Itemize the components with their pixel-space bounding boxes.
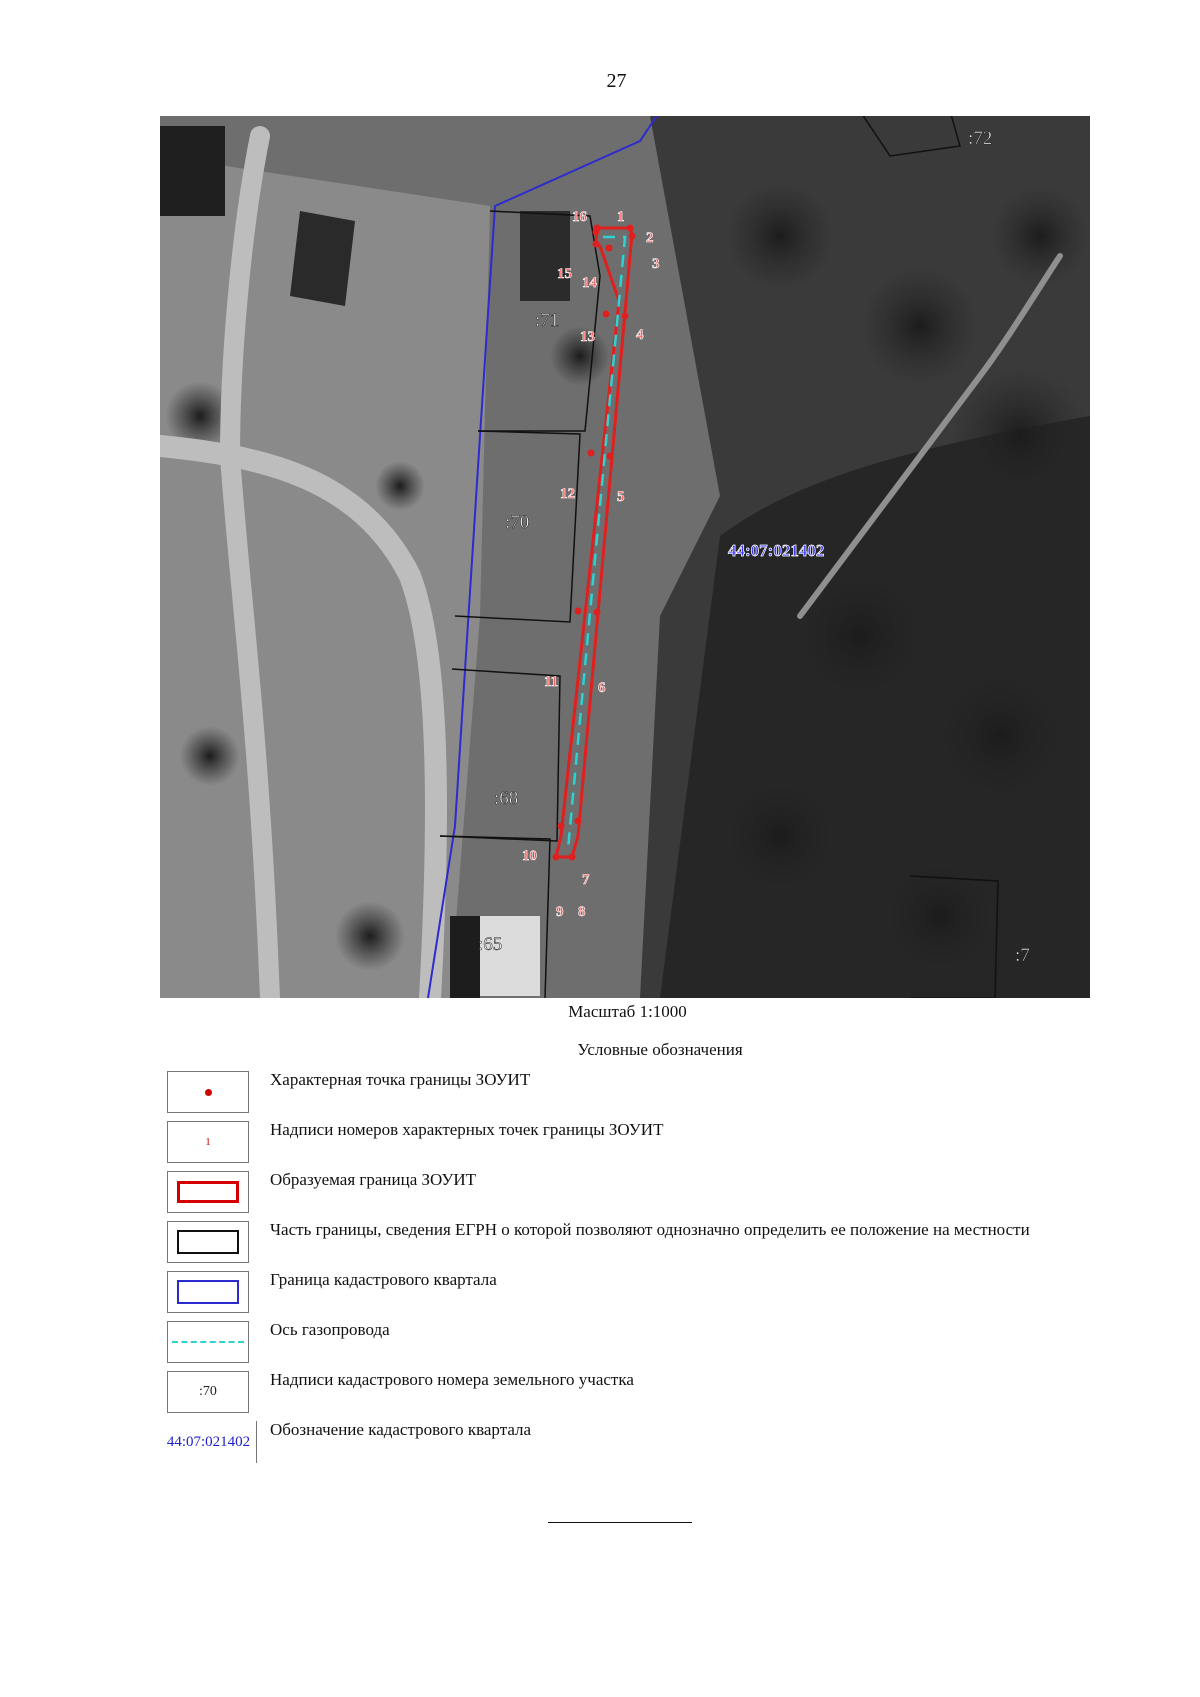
parcel-label: :7 (1015, 945, 1030, 966)
legend-symbol-cad-number (167, 1371, 249, 1413)
legend-symbol-cyan-dash (167, 1321, 249, 1363)
legend-title: Условные обозначения (577, 1040, 743, 1059)
point-label: 13 (580, 329, 595, 345)
parcel-label: :65 (478, 934, 503, 955)
legend-row-zouit-boundary (167, 1168, 1087, 1217)
point-label: 12 (560, 486, 575, 502)
cadastral-map (160, 116, 1090, 998)
legend-row-egrn-boundary (167, 1218, 1087, 1267)
point-label: 16 (572, 209, 587, 225)
point-label: 1 (617, 209, 625, 225)
legend (167, 1068, 1087, 1468)
point-label: 3 (652, 256, 660, 272)
legend-symbol-red-box (167, 1171, 249, 1213)
point-label: 11 (544, 674, 559, 690)
point-label: 5 (617, 489, 625, 505)
black-rectangle-icon (177, 1230, 239, 1254)
legend-row-point (167, 1068, 1087, 1117)
parcel-label: :70 (505, 512, 530, 533)
page-number: 27 (606, 70, 627, 92)
legend-symbol-blue-box (167, 1271, 249, 1313)
legend-row-cad-number (167, 1368, 1087, 1417)
legend-text: Часть границы, сведения ЕГРН о которой позволяют однозначно определить ее положение на местности (270, 1220, 1030, 1239)
point-label: 15 (557, 266, 572, 282)
legend-symbol-point (167, 1071, 249, 1113)
legend-row-quarter-label (167, 1418, 1087, 1467)
legend-text: Характерная точка границы ЗОУИТ (270, 1070, 531, 1089)
legend-symbol-quarter-label (161, 1421, 257, 1463)
legend-row-gas-axis (167, 1318, 1087, 1367)
point-label: 6 (598, 680, 606, 696)
point-label: 7 (582, 872, 590, 888)
legend-text: Надписи номеров характерных точек границы ЗОУИТ (270, 1120, 664, 1139)
legend-sample-number: 1 (205, 1136, 211, 1148)
red-rectangle-icon (177, 1181, 239, 1203)
point-label: 14 (582, 275, 597, 291)
map-svg (160, 116, 1090, 998)
scale-text: Масштаб 1:1000 (568, 1002, 687, 1021)
parcel-label: :71 (535, 310, 560, 331)
point-label: 2 (646, 230, 654, 246)
point-icon (205, 1089, 212, 1096)
legend-text: Граница кадастрового квартала (270, 1270, 497, 1289)
point-label: 10 (522, 848, 537, 864)
legend-sample-quarter-label: 44:07:021402 (166, 1433, 251, 1450)
point-label: 8 (578, 904, 586, 920)
legend-row-quarter-boundary (167, 1268, 1087, 1317)
legend-row-number (167, 1118, 1087, 1167)
legend-text: Надписи кадастрового номера земельного участка (270, 1370, 634, 1389)
parcel-label: :72 (968, 128, 993, 149)
legend-symbol-black-box (167, 1221, 249, 1263)
legend-symbol-number (167, 1121, 249, 1163)
point-label: 9 (556, 904, 564, 920)
point-label: 4 (636, 327, 644, 343)
legend-text: Обозначение кадастрового квартала (270, 1420, 532, 1439)
parcel-label: :68 (494, 788, 519, 809)
quarter-label: 44:07:021402 (728, 541, 825, 560)
footer-divider (548, 1522, 692, 1523)
legend-sample-cad-number: :70 (199, 1384, 217, 1399)
blue-rectangle-icon (177, 1280, 239, 1304)
legend-text: Образуемая граница ЗОУИТ (270, 1170, 477, 1189)
legend-text: Ось газопровода (270, 1320, 390, 1339)
dashed-line-icon (172, 1341, 244, 1343)
